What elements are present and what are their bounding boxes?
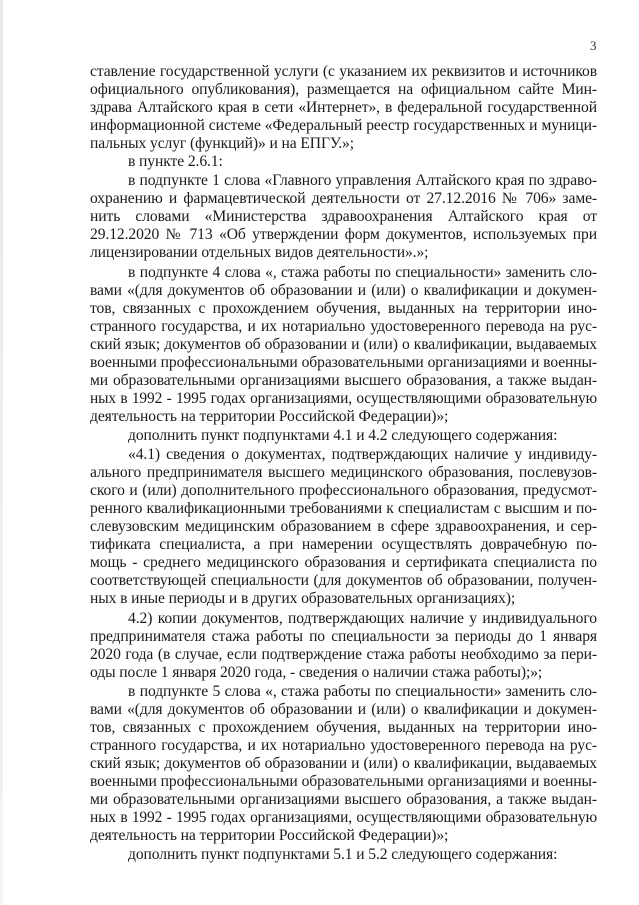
text-line: ставление государственной услуги (с указанием их реквизитов и источников (90, 63, 597, 80)
text-line: ренного квалификационными требованиями к специалистам с высшим и по- (90, 500, 597, 517)
text-line: ных в 1992 - 1995 годах организациями, осуществляющими образовательную (90, 390, 597, 407)
text-line: 4.2) копии документов, подтверждающих наличие у индивидуального (128, 610, 597, 627)
text-line: 2020 года (в случае, если подтверждение стажа работы необходимо за пери- (90, 646, 597, 663)
text-line: 29.12.2020 № 713 «Об утверждении форм документов, используемых при (90, 226, 597, 243)
text-line: ский язык; документов об образовании и (или) о квалификации, выдаваемых (90, 336, 597, 353)
text-line: тов, связанных с прохождением обучения, выданных на территории ино- (90, 719, 597, 736)
text-line: охранению и фармацевтической деятельности от 27.12.2016 № 706» заме- (90, 190, 597, 207)
text-line: лицензировании отдельных видов деятельности».»; (90, 244, 429, 261)
text-line: дополнить пункт подпунктами 4.1 и 4.2 следующего содержания: (128, 427, 558, 444)
text-line: информационной системе «Федеральный реестр государственных и муници- (90, 117, 597, 134)
text-line: деятельность на территории Российской Федерации)»; (90, 408, 449, 425)
text-line: предпринимателя стажа работы по специальности за периоды до 1 января (90, 628, 597, 645)
text-line: тификата специалиста, а при намерении осуществлять доврачебную по- (90, 536, 597, 553)
text-line: ми образовательными организациями высшего образования, а также выдан- (90, 791, 597, 808)
text-line: ского и (или) дополнительного профессионального образования, предусмот- (90, 482, 597, 499)
text-line: вами «(для документов об образовании и (или) о квалификации и докумен- (90, 282, 597, 299)
text-line: нить словами «Министерства здравоохранения Алтайского края от (90, 208, 597, 225)
text-line: в пункте 2.6.1: (128, 153, 223, 170)
text-line: ных в иные периоды и в других образовательных организациях); (90, 590, 516, 607)
scan-edge (0, 0, 3, 905)
text-line: здрава Алтайского края в сети «Интернет», в федеральной государственной (90, 99, 597, 116)
text-line: ский язык; документов об образовании и (или) о квалификации, выдаваемых (90, 755, 597, 772)
text-line: тов, связанных с прохождением обучения, выданных на территории ино- (90, 300, 597, 317)
text-line: мощь - среднего медицинского образования и сертификата специалиста по (90, 554, 597, 571)
text-line: соответствующей специальности (для документов об образовании, получен- (90, 572, 597, 589)
text-line: ми образовательными организациями высшего образования, а также выдан- (90, 372, 597, 389)
text-line: вами «(для документов об образовании и (или) о квалификации и докумен- (90, 701, 597, 718)
text-line: в подпункте 1 слова «Главного управления Алтайского края по здраво- (128, 172, 597, 189)
text-line: официального опубликования), размещается на официальном сайте Мин- (90, 81, 597, 98)
text-line: слевузовским медицинским образованием в сфере здравоохранения, и сер- (90, 518, 597, 535)
text-line: «4.1) сведения о документах, подтверждающих наличие у индивиду- (128, 446, 597, 463)
text-line: странного государства, и их нотариально удостоверенного перевода на рус- (90, 737, 597, 754)
text-line: ных в 1992 - 1995 годах организациями, осуществляющими образовательную (90, 809, 597, 826)
text-line: в подпункте 5 слова «, стажа работы по специальности» заменить сло- (128, 683, 597, 700)
text-line: оды после 1 января 2020 года, - сведения о наличии стажа работы);»; (90, 664, 543, 681)
text-line: деятельность на территории Российской Федерации)»; (90, 827, 449, 844)
page-number: 3 (590, 38, 597, 53)
text-line: странного государства, и их нотариально удостоверенного перевода на рус- (90, 318, 597, 335)
text-line: в подпункте 4 слова «, стажа работы по специальности» заменить сло- (128, 264, 597, 281)
text-line: дополнить пункт подпунктами 5.1 и 5.2 следующего содержания: (128, 846, 558, 863)
text-line: ального предпринимателя высшего медицинского образования, послевузов- (90, 464, 597, 481)
text-line: военными профессиональными образовательными организациями и военны- (90, 773, 597, 790)
text-line: пальных услуг (функций)» и на ЕПГУ.»; (90, 135, 354, 152)
text-line: военными профессиональными образовательными организациями и военны- (90, 354, 597, 371)
